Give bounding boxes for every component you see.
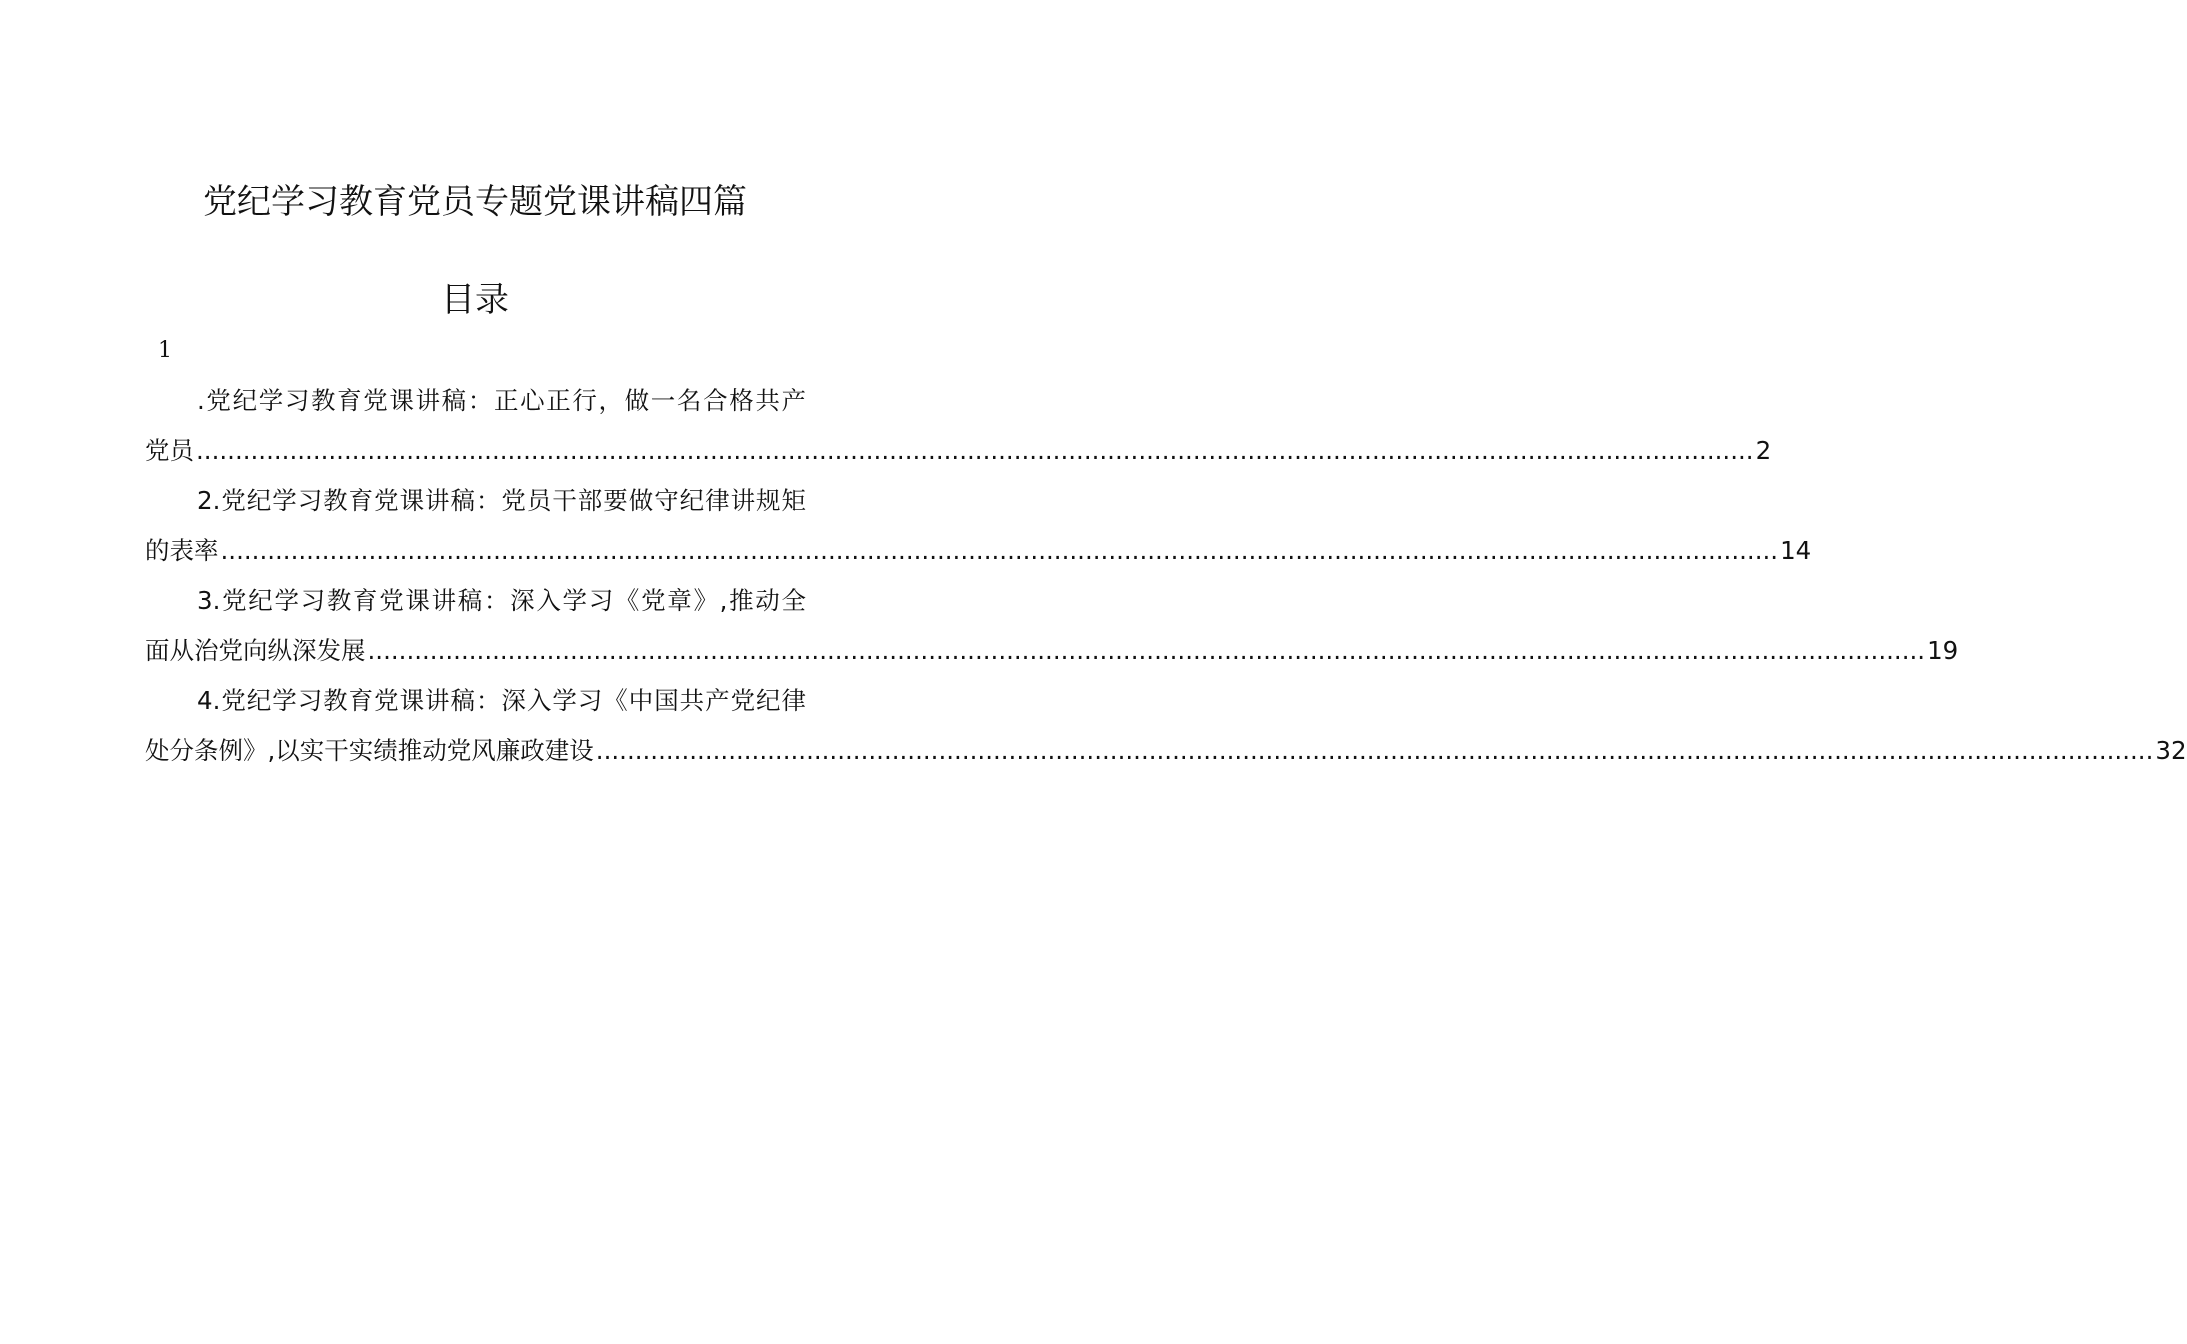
toc-entry-title-continuation bbox=[145, 426, 1772, 476]
toc-entry-title-end: 党员 bbox=[145, 436, 194, 465]
toc-entry-title-line: .党纪学习教育党课讲稿：正心正行，做一名合格共产 bbox=[197, 386, 806, 415]
toc-entry-title-continuation bbox=[145, 626, 1959, 676]
toc-entry-4[interactable] bbox=[145, 676, 2187, 776]
toc-entry-title-end: 面从治党向纵深发展 bbox=[145, 636, 366, 665]
toc-entry-title-end: 的表率 bbox=[145, 536, 219, 565]
toc-entry-title-continuation bbox=[145, 526, 1812, 576]
stray-number-mark: 1 bbox=[158, 338, 172, 363]
toc-entry-3[interactable] bbox=[145, 576, 1959, 676]
toc-entry-2[interactable] bbox=[145, 476, 1812, 576]
toc-entry-1[interactable] bbox=[145, 376, 1772, 476]
table-of-contents bbox=[145, 376, 2187, 776]
toc-entry-title-line: 4.党纪学习教育党课讲稿：深入学习《中国共产党纪律 bbox=[197, 686, 806, 715]
toc-heading: 目录 bbox=[441, 280, 509, 320]
toc-page-number: 32 bbox=[2155, 736, 2187, 765]
document-title: 党纪学习教育党员专题党课讲稿四篇 bbox=[203, 182, 747, 222]
toc-page-number: 19 bbox=[1927, 636, 1959, 665]
toc-dot-leader: ........................................................................................................................................................................................................ bbox=[220, 536, 1779, 565]
toc-entry-title-line: 2.党纪学习教育党课讲稿：党员干部要做守纪律讲规矩 bbox=[197, 486, 806, 515]
toc-page-number: 2 bbox=[1755, 436, 1772, 465]
toc-dot-leader: ........................................................................................................................................................................................................ bbox=[196, 436, 1754, 465]
toc-page-number: 14 bbox=[1780, 536, 1812, 565]
toc-dot-leader: ........................................................................................................................................................................................................ bbox=[595, 736, 2154, 765]
toc-entry-title-continuation bbox=[145, 726, 2187, 776]
toc-entry-title-end: 处分条例》,以实干实绩推动党风廉政建设 bbox=[145, 736, 594, 765]
toc-dot-leader: ........................................................................................................................................................................................................ bbox=[367, 636, 1926, 665]
toc-entry-title-line: 3.党纪学习教育党课讲稿：深入学习《党章》,推动全 bbox=[197, 586, 806, 615]
